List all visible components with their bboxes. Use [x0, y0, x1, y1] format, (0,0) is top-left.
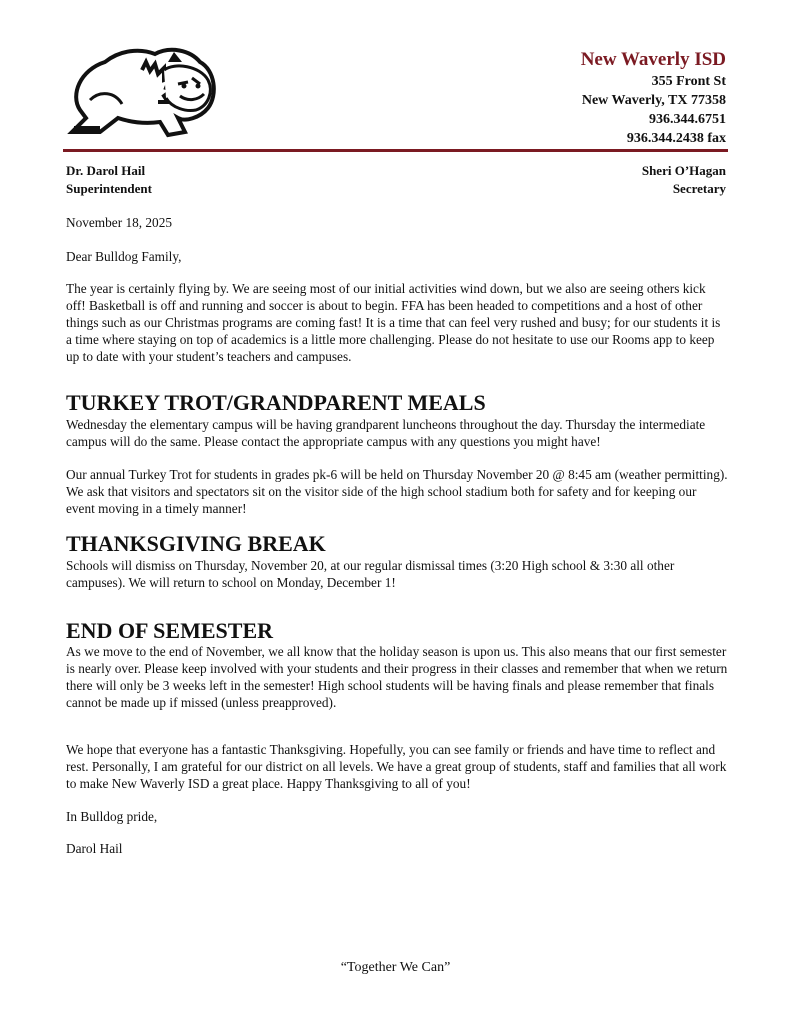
address-line-2: New Waverly, TX 77358: [581, 93, 726, 108]
end-of-semester-paragraph: As we move to the end of November, we all know that the holiday season is upon us. This also means that our first semester is nearly over. Please keep involved with your students and their progress in their classes and remember that when we return there will only be 3 weeks left in the semester! High school students will be having finals and please remember that finals cannot be made up if missed (unless preapproved).: [66, 644, 728, 710]
section-heading-turkey-trot: TURKEY TROT/GRANDPARENT MEALS: [66, 390, 486, 415]
bulldog-logo: [60, 40, 225, 140]
superintendent-block: [66, 162, 152, 198]
letter-date: November 18, 2025: [66, 215, 172, 230]
superintendent-name: Dr. Darol Hail: [66, 163, 146, 178]
thanksgiving-break-paragraph: Schools will dismiss on Thursday, November 20, at our regular dismissal times (3:20 High school & 3:30 all other campuses). We will return to school on Monday, December 1!: [66, 558, 675, 590]
section-heading-end-of-semester: END OF SEMESTER: [66, 618, 274, 643]
sign-off: In Bulldog pride,: [66, 809, 158, 824]
secretary-block: [642, 162, 726, 198]
grandparent-meals-paragraph: Wednesday the elementary campus will be having grandparent luncheons throughout the day. Thursday the intermediate campus will do the same. Please contact the appropriate campus with any questions you might have!: [66, 417, 706, 449]
address-line-1: 355 Front St: [651, 74, 726, 89]
closing-paragraph: We hope that everyone has a fantastic Thanksgiving. Hopefully, you can see family or friends and have time to reflect and rest. Personally, I am grateful for our district on all levels. We have a great group of students, staff and families that all work to make New Waverly ISD a great place. Happy Thanksgiving to all of you!: [66, 742, 727, 791]
district-header: [581, 48, 726, 148]
signature: Darol Hail: [66, 841, 123, 856]
superintendent-title: Superintendent: [66, 181, 152, 196]
section-heading-thanksgiving-break: THANKSGIVING BREAK: [66, 531, 326, 556]
fax-number: 936.344.2438 fax: [626, 131, 726, 146]
header-divider: [63, 149, 728, 152]
footer-motto: “Together We Can”: [340, 960, 451, 975]
secretary-title: Secretary: [672, 181, 726, 196]
turkey-trot-paragraph: Our annual Turkey Trot for students in grades pk-6 will be held on Thursday November 20 @ 8:45 am (weather permitting). We ask that visitors and spectators sit on the visitor side of the high school stadium both for safety and for keeping our event moving in a timely manner!: [66, 467, 728, 516]
district-name: New Waverly ISD: [580, 49, 726, 70]
intro-paragraph: The year is certainly flying by. We are seeing most of our initial activities wind down, but we also are seeing others kick off! Basketball is off and running and soccer is about to begin. FFA has been headed to competitions and a host of other things such as our Christmas programs are coming fast! It is a time that can feel very rushed and busy; for our students it is a time where staying on top of academics is a little more challenging. Please do not hesitate to use our Rooms app to keep up to date with your student’s teachers and campuses.: [66, 281, 721, 364]
phone-number: 936.344.6751: [649, 112, 726, 127]
secretary-name: Sheri O’Hagan: [641, 163, 726, 178]
salutation: Dear Bulldog Family,: [66, 249, 182, 264]
